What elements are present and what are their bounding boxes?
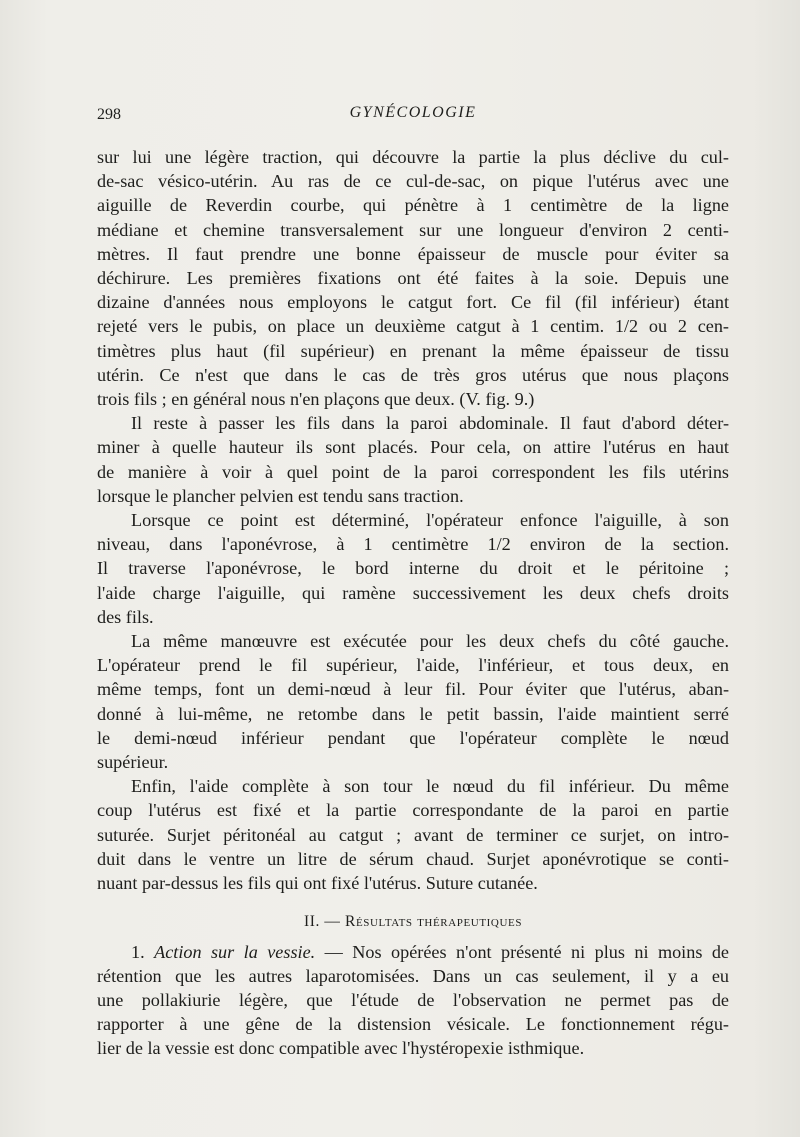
text-line: rejeté vers le pubis, on place un deuxième catgut à 1 centim. 1/2 ou 2 cen- [97, 316, 729, 337]
text-line: Il traverse l'aponévrose, le bord interne du droit et le péritoine ; [97, 558, 729, 579]
text-line: Enfin, l'aide complète à son tour le nœud du fil inférieur. Du même [131, 776, 729, 797]
text-line: miner à quelle hauteur ils sont placés. Pour cela, on attire l'utérus en haut [97, 437, 729, 458]
text-line: médiane et chemine transversalement sur une longueur d'environ 2 centi- [97, 219, 729, 240]
text-line [97, 940, 729, 964]
text-line: trois fils ; en général nous n'en plaçons que deux. (V. fig. 9.) [97, 389, 535, 410]
text-line: rapporter à une gêne de la distension vésicale. Le fonctionnement régu- [97, 1014, 729, 1035]
text-line: timètres plus haut (fil supérieur) en prenant la même épaisseur de tissu [97, 340, 729, 361]
text-line: suturée. Surjet péritonéal au catgut ; avant de terminer ce surjet, on intro- [97, 824, 729, 845]
text-line: niveau, dans l'aponévrose, à 1 centimètre 1/2 environ de la section. [97, 534, 729, 555]
text-line: La même manœuvre est exécutée pour les deux chefs du côté gauche. [131, 631, 729, 652]
text-line: Il reste à passer les fils dans la paroi abdominale. Il faut d'abord déter- [131, 413, 729, 434]
text-line: lorsque le plancher pelvien est tendu sans traction. [97, 485, 464, 506]
text-line: utérin. Ce n'est que dans le cas de très gros utérus que nous plaçons [97, 364, 729, 385]
running-title: GYNÉCOLOGIE [349, 104, 477, 121]
section-title: Résultats thérapeutiques [345, 913, 523, 931]
text-line: Lorsque ce point est déterminé, l'opérateur enfonce l'aiguille, à son [131, 510, 729, 531]
section-heading [97, 910, 729, 934]
text-line: une pollakiurie légère, que l'étude de l'observation ne permet pas de [97, 989, 729, 1010]
text-line: de manière à voir à quel point de la paroi correspondent les fils utérins [97, 461, 729, 482]
text-line: coup l'utérus est fixé et la partie correspondante de la paroi en partie [97, 800, 729, 821]
text-line: dizaine d'années nous employons le catgut fort. Ce fil (fil inférieur) étant [97, 292, 729, 313]
text-line: de-sac vésico-utérin. Au ras de ce cul-de-sac, on pique l'utérus avec une [97, 171, 729, 192]
text-line: nuant par-dessus les fils qui ont fixé l'utérus. Suture cutanée. [97, 873, 538, 894]
page-header [97, 104, 729, 130]
text-line: lier de la vessie est donc compatible avec l'hystéropexie isthmique. [97, 1038, 585, 1059]
text-line: donné à lui-même, ne retombe dans le petit bassin, l'aide maintient serré [97, 703, 729, 724]
subsection-title: Action sur la vessie. [154, 941, 316, 962]
text-line: mètres. Il faut prendre une bonne épaisseur de muscle pour éviter sa [97, 243, 729, 264]
subsection-first-line: — Nos opérées n'ont présenté ni plus ni moins de [324, 941, 730, 962]
body-text [97, 145, 729, 1061]
text-line: aiguille de Reverdin courbe, qui pénètre à 1 centimètre de la ligne [97, 195, 729, 216]
subsection-number: 1. [131, 941, 145, 962]
page-number: 298 [97, 106, 121, 123]
text-line: des fils. [97, 606, 154, 627]
section-number: II. — [303, 913, 341, 931]
text-line: le demi-nœud inférieur pendant que l'opérateur complète le nœud [97, 727, 729, 748]
text-line: l'aide charge l'aiguille, qui ramène successivement les deux chefs droits [97, 582, 729, 603]
text-line: L'opérateur prend le fil supérieur, l'aide, l'inférieur, et tous deux, en [97, 655, 729, 676]
text-line: rétention que les autres laparotomisées. Dans un cas seulement, il y a eu [97, 965, 729, 986]
text-line: sur lui une légère traction, qui découvre la partie la plus déclive du cul- [97, 147, 729, 167]
text-line: déchirure. Les premières fixations ont été faites à la soie. Depuis une [97, 268, 729, 289]
text-line: même temps, font un demi-nœud à leur fil. Pour éviter que l'utérus, aban- [97, 679, 729, 700]
text-line: duit dans le ventre un litre de sérum chaud. Surjet aponévrotique se conti- [97, 848, 729, 869]
text-line: supérieur. [97, 752, 169, 773]
